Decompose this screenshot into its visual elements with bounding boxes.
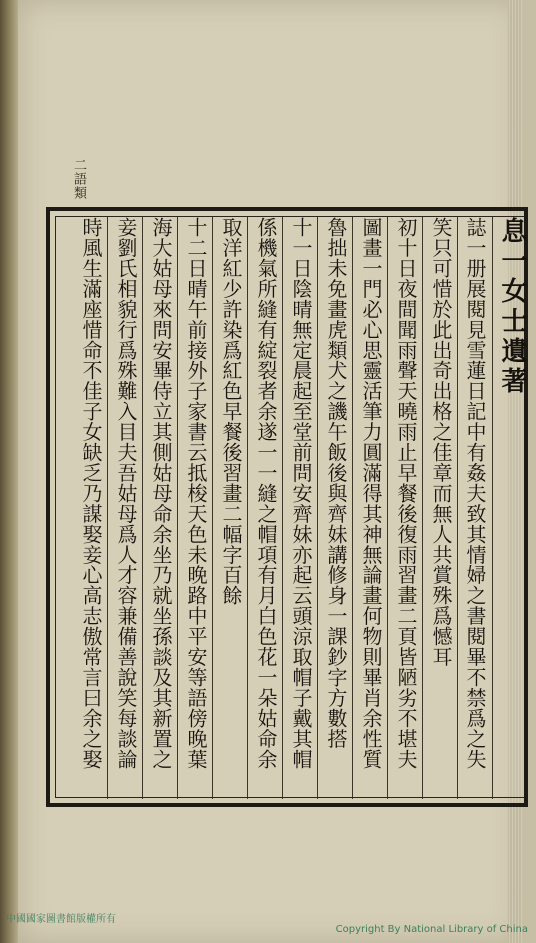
column-rule	[422, 217, 423, 799]
book-title: 息一女士遺著	[497, 217, 527, 397]
column-rule	[212, 217, 213, 799]
text-column-11: 妾劉氏相貌行爲殊難入目夫吾姑母爲人才容兼備善說笑每談論	[114, 217, 138, 770]
text-column-12: 時風生滿座惜命不佳子女缺乏乃謀娶妾心高志傲常言曰余之娶	[79, 217, 103, 770]
column-rule	[282, 217, 283, 799]
copyright-watermark-zh: 中國國家圖書館版權所有	[6, 914, 116, 925]
text-column-8: 取洋紅少許染爲紅色早餐後習畫二幅字百餘	[219, 217, 243, 606]
column-rule	[492, 217, 493, 799]
text-column-6: 十一日陰晴無定晨起至堂前問安齊妹亦起云頭涼取帽子戴其帽	[289, 217, 313, 770]
column-rule	[142, 217, 143, 799]
column-rule	[457, 217, 458, 799]
text-column-9: 十二日晴午前接外子家書云抵梭天色未晚路中平安等語傍晚葉	[184, 217, 208, 770]
text-column-1: 誌一册展閱見雪蓮日記中有姦夫致其情婦之書閱畢不禁爲之失	[463, 217, 487, 770]
text-column-10: 海大姑母來問安畢侍立其側姑母命余坐乃就坐孫談及其新置之	[149, 217, 173, 770]
text-column-7: 係機氣所縫有綻裂者余遂一一縫之帽項有月白色花一朵姑命余	[254, 217, 278, 770]
column-rule	[352, 217, 353, 799]
text-column-4: 圖畫一門必心思靈活筆力圓滿得其神無論畫何物則畢肖余性質	[359, 217, 383, 770]
column-rule	[317, 217, 318, 799]
text-column-3: 初十日夜間聞雨聲天曉雨止早餐後復雨習畫二頁皆陋劣不堪夫	[394, 217, 418, 770]
column-rule	[177, 217, 178, 799]
copyright-watermark-en: Copyright By National Library of China	[335, 924, 528, 935]
margin-label: 二語類	[71, 158, 86, 200]
text-frame	[46, 207, 528, 807]
text-column-2: 笑只可惜於此出奇出格之佳章而無人共賞殊爲憾耳	[429, 217, 453, 667]
column-rule	[247, 217, 248, 799]
book-spine	[0, 0, 18, 943]
column-rule	[387, 217, 388, 799]
column-rule	[107, 217, 108, 799]
text-column-5: 魯拙未免畫虎類犬之譏午飯後與齊妹講修身一課鈔字方數搭	[324, 217, 348, 749]
